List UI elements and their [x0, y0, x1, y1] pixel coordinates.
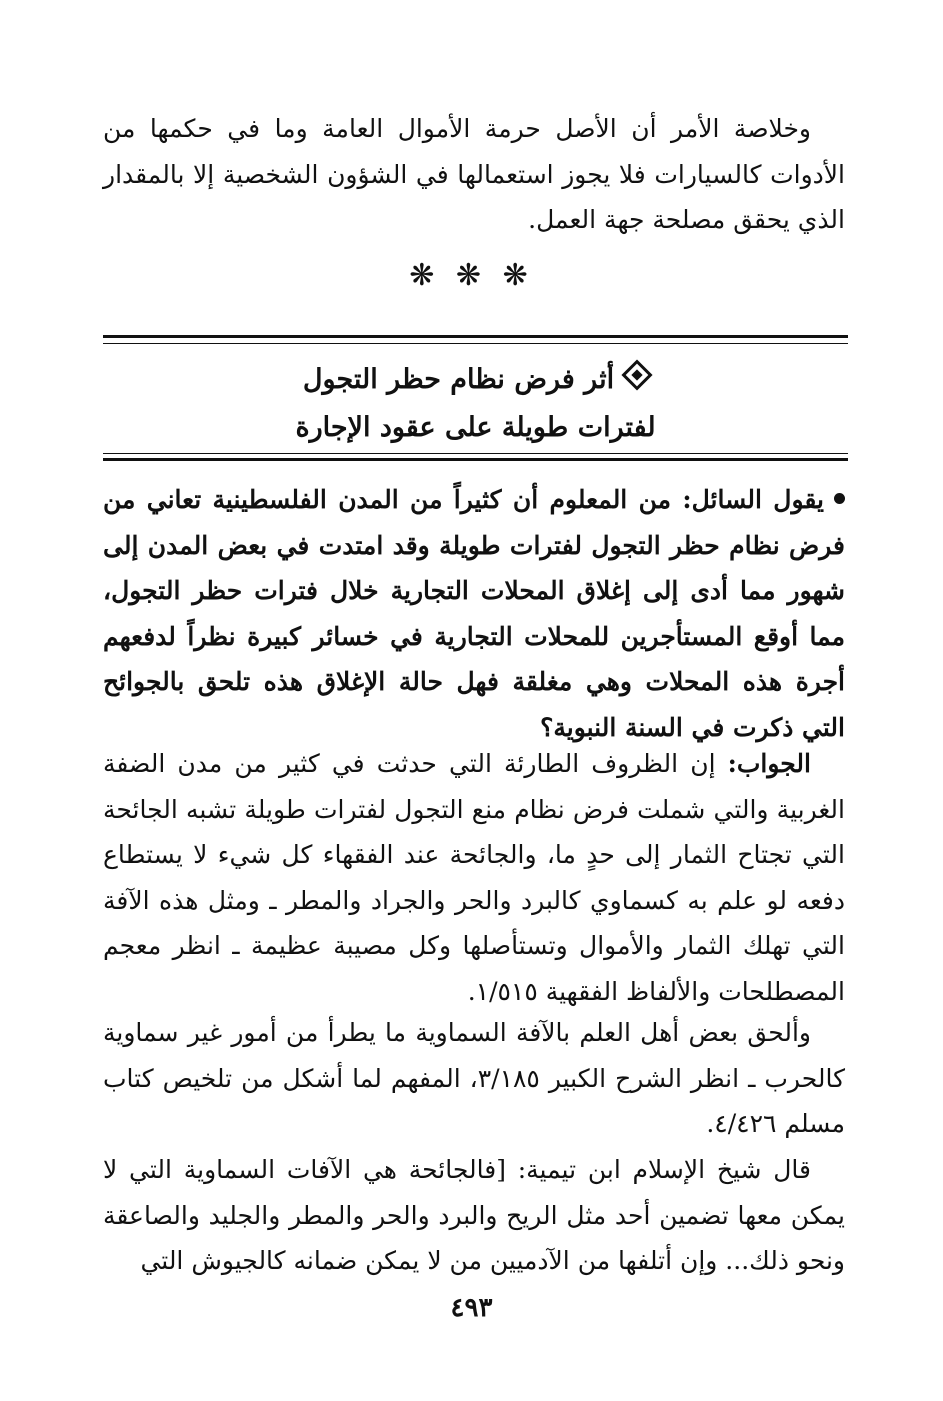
section-title-line1: أثر فرض نظام حظر التجول [302, 364, 615, 395]
question-text: من المعلوم أن كثيراً من المدن الفلسطينية تعاني من فرض نظام حظر التجول لفترات طويلة وقد امتدت في بعض المدن إلى شهور مما أدى إلى إغلاق المحلات التجارية خلال فترات حظر التجول، مما أوقع المستأجرين للمحلات التجارية في خسائر كبيرة نظراً لدفعهم أجرة هذه المحلات وهي مغلقة فهل حالة الإغلاق هذه تلحق بالجوائح التي ذكرت في السنة النبوية؟ [103, 485, 845, 742]
intro-text: وخلاصة الأمر أن الأصل حرمة الأموال العامة وما في حكمها من الأدوات كالسيارات فلا يجوز استعمالها في الشؤون الشخصية إلا بالمقدار الذي يحقق مصلحة جهة العمل. [103, 114, 845, 234]
bullet-icon [834, 493, 845, 504]
question-paragraph [103, 477, 845, 750]
intro-paragraph [103, 106, 845, 243]
answer-paragraph [103, 741, 845, 1014]
ilhaq-text: وألحق بعض أهل العلم بالآفة السماوية ما يطرأ من أمور غير سماوية كالحرب ـ انظر الشرح الكبير ٣/١٨٥، المفهم لما أشكل من تلخيص كتاب مسلم ٤/٤٢٦. [103, 1018, 845, 1138]
answer-lead: الجواب: [727, 749, 811, 778]
heading-top-rule-thick [103, 335, 848, 338]
ibn-taymiyyah-quote-text: قال شيخ الإسلام ابن تيمية: [فالجائحة هي الآفات السماوية التي لا يمكن معها تضمين أحد مثل الريح والبرد والحر والمطر والجليد والصاعقة ونحو ذلك... وإن أتلفها من الآدميين من لا يمكن ضمانه كالجيوش التي [103, 1155, 845, 1275]
heading-bottom-rule-thick [103, 458, 848, 461]
heading-bottom-rule-thin [103, 453, 848, 454]
section-heading [103, 356, 848, 452]
ibn-taymiyyah-quote-paragraph [103, 1147, 845, 1284]
page-number: ٤٩٣ [450, 1293, 493, 1323]
heading-top-rule-thin [103, 343, 848, 344]
section-heading-line1 [103, 356, 848, 404]
section-separator-stars: ❋ ❋ ❋ [409, 258, 534, 293]
section-title-line2: لفترات طويلة على عقود الإجارة [295, 412, 656, 443]
question-lead: يقول السائل: [682, 485, 824, 514]
answer-text: إن الظروف الطارئة التي حدثت في كثير من مدن الضفة الغربية والتي شملت فرض نظام منع التجول لفترات طويلة تشبه الجائحة التي تجتاح الثمار إلى حدٍ ما، والجائحة عند الفقهاء كل شيء لا يستطاع دفعه لو علم به كسماوي كالبرد والحر والجراد والمطر ـ ومثل هذه الآفة التي تهلك الثمار والأموال وتستأصلها وكل مصيبة عظيمة ـ انظر معجم المصطلحات والألفاظ الفقهية ١/٥١٥. [103, 749, 845, 1006]
diamond-icon [622, 359, 653, 390]
ilhaq-paragraph [103, 1010, 845, 1147]
